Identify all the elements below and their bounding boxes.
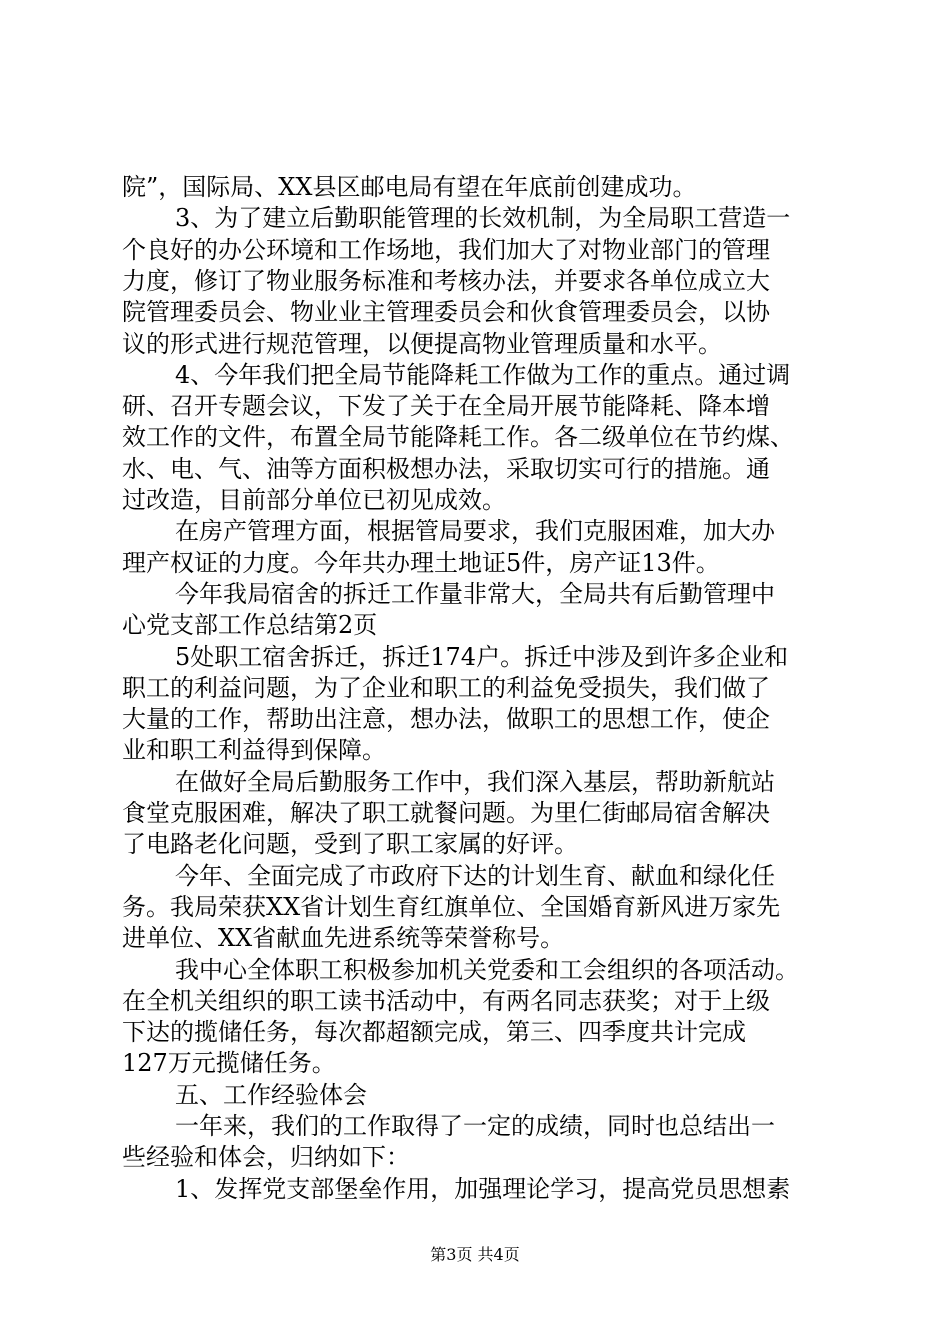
text-line: 在做好全局后勤服务工作中，我们深入基层，帮助新航站 xyxy=(175,768,775,796)
text-line: 在全机关组织的职工读书活动中，有两名同志获奖；对于上级 xyxy=(122,987,770,1015)
section-heading: 五、工作经验体会 xyxy=(175,1081,367,1109)
text-line: 食堂克服困难，解决了职工就餐问题。为里仁街邮局宿舍解决 xyxy=(122,799,770,827)
text-line: 5处职工宿舍拆迁，拆迁174户。拆迁中涉及到许多企业和 xyxy=(175,643,789,671)
text-line: 理产权证的力度。今年共办理土地证5件，房产证13件。 xyxy=(122,549,720,577)
text-line: 大量的工作，帮助出注意，想办法，做职工的思想工作，使企 xyxy=(122,705,770,733)
text-line: 了电路老化问题，受到了职工家属的好评。 xyxy=(122,830,578,858)
text-line: 我中心全体职工积极参加机关党委和工会组织的各项活动。 xyxy=(175,956,799,984)
text-line: 议的形式进行规范管理，以便提高物业管理质量和水平。 xyxy=(122,330,722,358)
text-line: 下达的揽储任务，每次都超额完成，第三、四季度共计完成 xyxy=(122,1018,746,1046)
text-line: 水、电、气、油等方面积极想办法，采取切实可行的措施。通 xyxy=(122,455,770,483)
text-line: 在房产管理方面，根据管局要求，我们克服困难，加大办 xyxy=(175,517,775,545)
text-line: 4、今年我们把全局节能降耗工作做为工作的重点。通过调 xyxy=(175,361,791,389)
text-line: 进单位、XX省献血先进系统等荣誉称号。 xyxy=(122,924,565,952)
text-line: 业和职工利益得到保障。 xyxy=(122,736,386,764)
text-line: 3、为了建立后勤职能管理的长效机制，为全局职工营造一 xyxy=(175,204,791,232)
text-line: 务。我局荣获XX省计划生育红旗单位、全国婚育新风进万家先 xyxy=(122,893,781,921)
text-line: 院”，国际局、XX县区邮电局有望在年底前创建成功。 xyxy=(122,173,697,201)
text-line: 力度，修订了物业服务标准和考核办法，并要求各单位成立大 xyxy=(122,267,770,295)
text-line: 过改造，目前部分单位已初见成效。 xyxy=(122,486,506,514)
text-line: 今年我局宿舍的拆迁工作量非常大，全局共有后勤管理中 xyxy=(175,580,775,608)
text-line: 职工的利益问题，为了企业和职工的利益免受损失，我们做了 xyxy=(122,674,770,702)
text-line: 个良好的办公环境和工作场地，我们加大了对物业部门的管理 xyxy=(122,236,770,264)
page-number-footer: 第3页 共4页 xyxy=(430,1245,520,1264)
text-line: 些经验和体会，归纳如下： xyxy=(122,1143,410,1171)
text-line: 一年来，我们的工作取得了一定的成绩，同时也总结出一 xyxy=(175,1112,775,1140)
text-line: 研、召开专题会议，下发了关于在全局开展节能降耗、降本增 xyxy=(122,392,770,420)
text-line: 今年、全面完成了市政府下达的计划生育、献血和绿化任 xyxy=(175,862,775,890)
text-line: 心党支部工作总结第2页 xyxy=(122,611,378,639)
text-line: 1、发挥党支部堡垒作用，加强理论学习，提高党员思想素 xyxy=(175,1175,791,1203)
text-line: 127万元揽储任务。 xyxy=(122,1049,336,1077)
text-line: 效工作的文件，布置全局节能降耗工作。各二级单位在节约煤、 xyxy=(122,423,794,451)
text-line: 院管理委员会、物业业主管理委员会和伙食管理委员会，以协 xyxy=(122,298,770,326)
